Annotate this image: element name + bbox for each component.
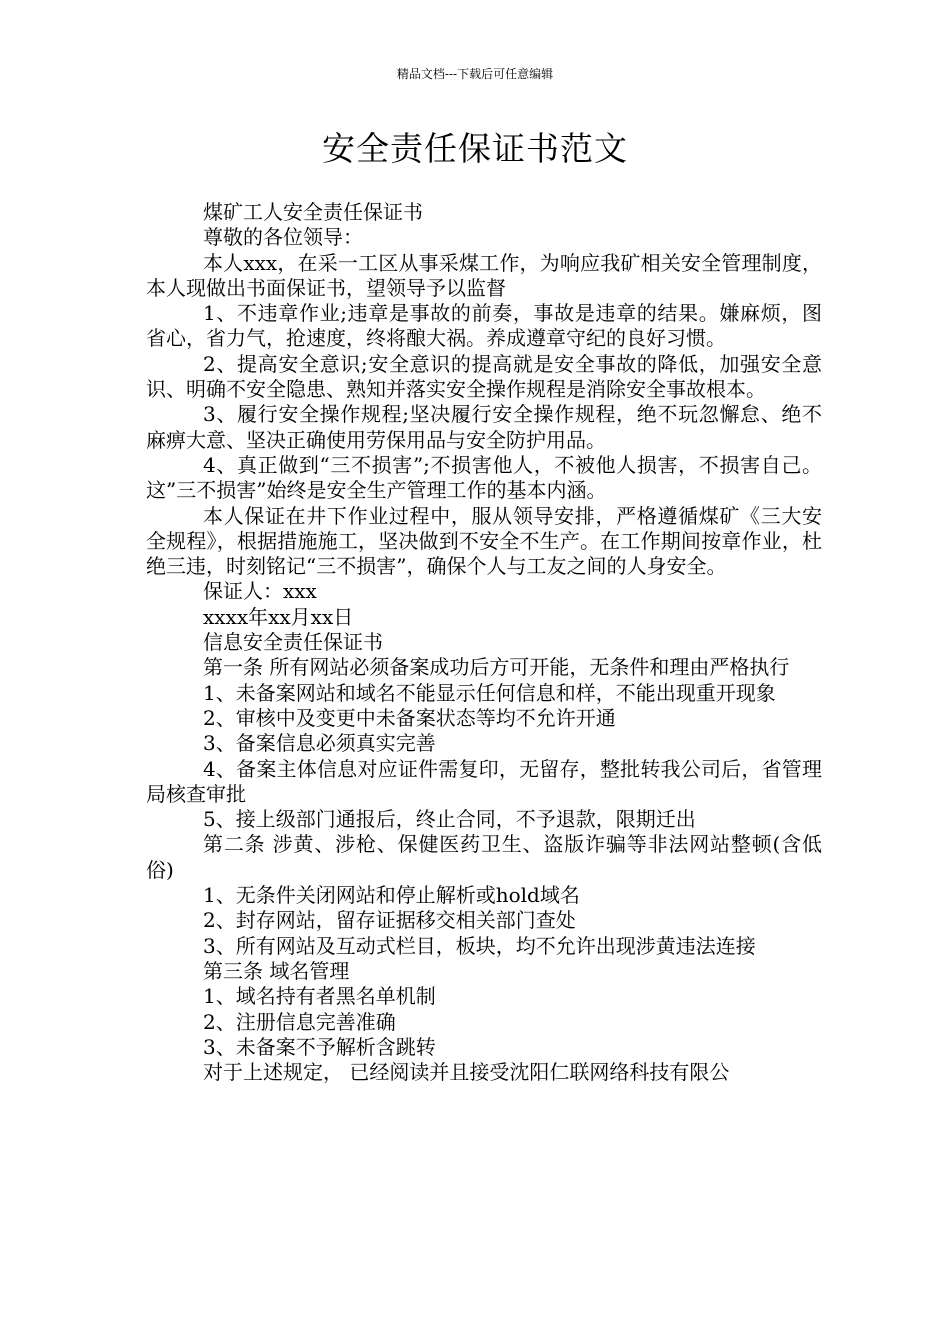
article-1-item-1: 1、未备案网站和域名不能显示任何信息和样，不能出现重开现象 [203, 680, 776, 705]
article-1-item-2: 2、审核中及变更中未备案状态等均不允许开通 [203, 705, 616, 730]
document-title: 安全责任保证书范文 [322, 129, 628, 168]
paragraph-item-2: 2、提高安全意识;安全意识的提高就是安全事故的降低，加强安全意识、明确不安全隐患、熟知并落实安全操作规程是消除安全事故根本。 [146, 351, 822, 402]
document-body [146, 200, 822, 1085]
article-3: 第三条 域名管理 [203, 958, 350, 983]
paragraph-intro: 本人xxx，在采一工区从事采煤工作，为响应我矿相关安全管理制度，本人现做出书面保证书，望领导予以监督 [146, 250, 822, 300]
section-heading-coal-mine: 煤矿工人安全责任保证书 [203, 200, 423, 224]
article-2-item-1: 1、无条件关闭网站和停止解析或hold域名 [203, 883, 580, 908]
article-3-item-3: 3、未备案不予解析含跳转 [203, 1034, 436, 1059]
article-3-item-1: 1、域名持有者黑名单机制 [203, 984, 436, 1009]
article-1-item-5: 5、接上级部门通报后，终止合同，不予退款，限期迁出 [203, 807, 696, 832]
article-2-item-2: 2、封存网站，留存证据移交相关部门查处 [203, 908, 576, 933]
article-2: 第二条 涉黄、涉枪、保健医药卫生、盗版诈骗等非法网站整顿(含低俗) [146, 832, 822, 882]
paragraph-item-1: 1、不违章作业;违章是事故的前奏，事故是违章的结果。嫌麻烦，图省心，省力气，抢速度，终将酿大祸。养成遵章守纪的良好习惯。 [146, 301, 822, 351]
salutation: 尊敬的各位领导： [203, 225, 363, 250]
article-3-item-2: 2、注册信息完善准确 [203, 1009, 396, 1034]
article-2-item-3: 3、所有网站及互动式栏目，板块，均不允许出现涉黄违法连接 [203, 933, 756, 958]
article-1: 第一条 所有网站必须备案成功后方可开能，无条件和理由严格执行 [203, 655, 790, 680]
paragraph-guarantee: 本人保证在井下作业过程中，服从领导安排，严格遵循煤矿《三大安全规程》，根据措施施工，坚决做到不安全不生产。在工作期间按章作业，杜绝三违，时刻铭记“三不损害”，确保个人与工友之间的人身安全。 [146, 503, 822, 579]
guarantor-line: 保证人：xxx [203, 579, 317, 604]
date-line: xxxx年xx月xx日 [203, 604, 354, 629]
paragraph-item-3: 3、履行安全操作规程;坚决履行安全操作规程，绝不玩忽懈怠、绝不麻痹大意、坚决正确使用劳保用品与安全防护用品。 [146, 402, 822, 452]
article-1-item-3: 3、备案信息必须真实完善 [203, 731, 436, 756]
closing-paragraph: 对于上述规定， 已经阅读并且接受沈阳仁联网络科技有限公 [203, 1060, 730, 1085]
header-note: 精品文档---下载后可任意编辑 [396, 67, 554, 81]
paragraph-item-4: 4、真正做到“三不损害”;不损害他人，不被他人损害，不损害自己。这”三不损害”始终是安全生产管理工作的基本内涵。 [146, 452, 822, 503]
article-1-item-4: 4、备案主体信息对应证件需复印，无留存，整批转我公司后，省管理局核查审批 [146, 756, 822, 806]
section-heading-info-security: 信息安全责任保证书 [203, 630, 383, 655]
